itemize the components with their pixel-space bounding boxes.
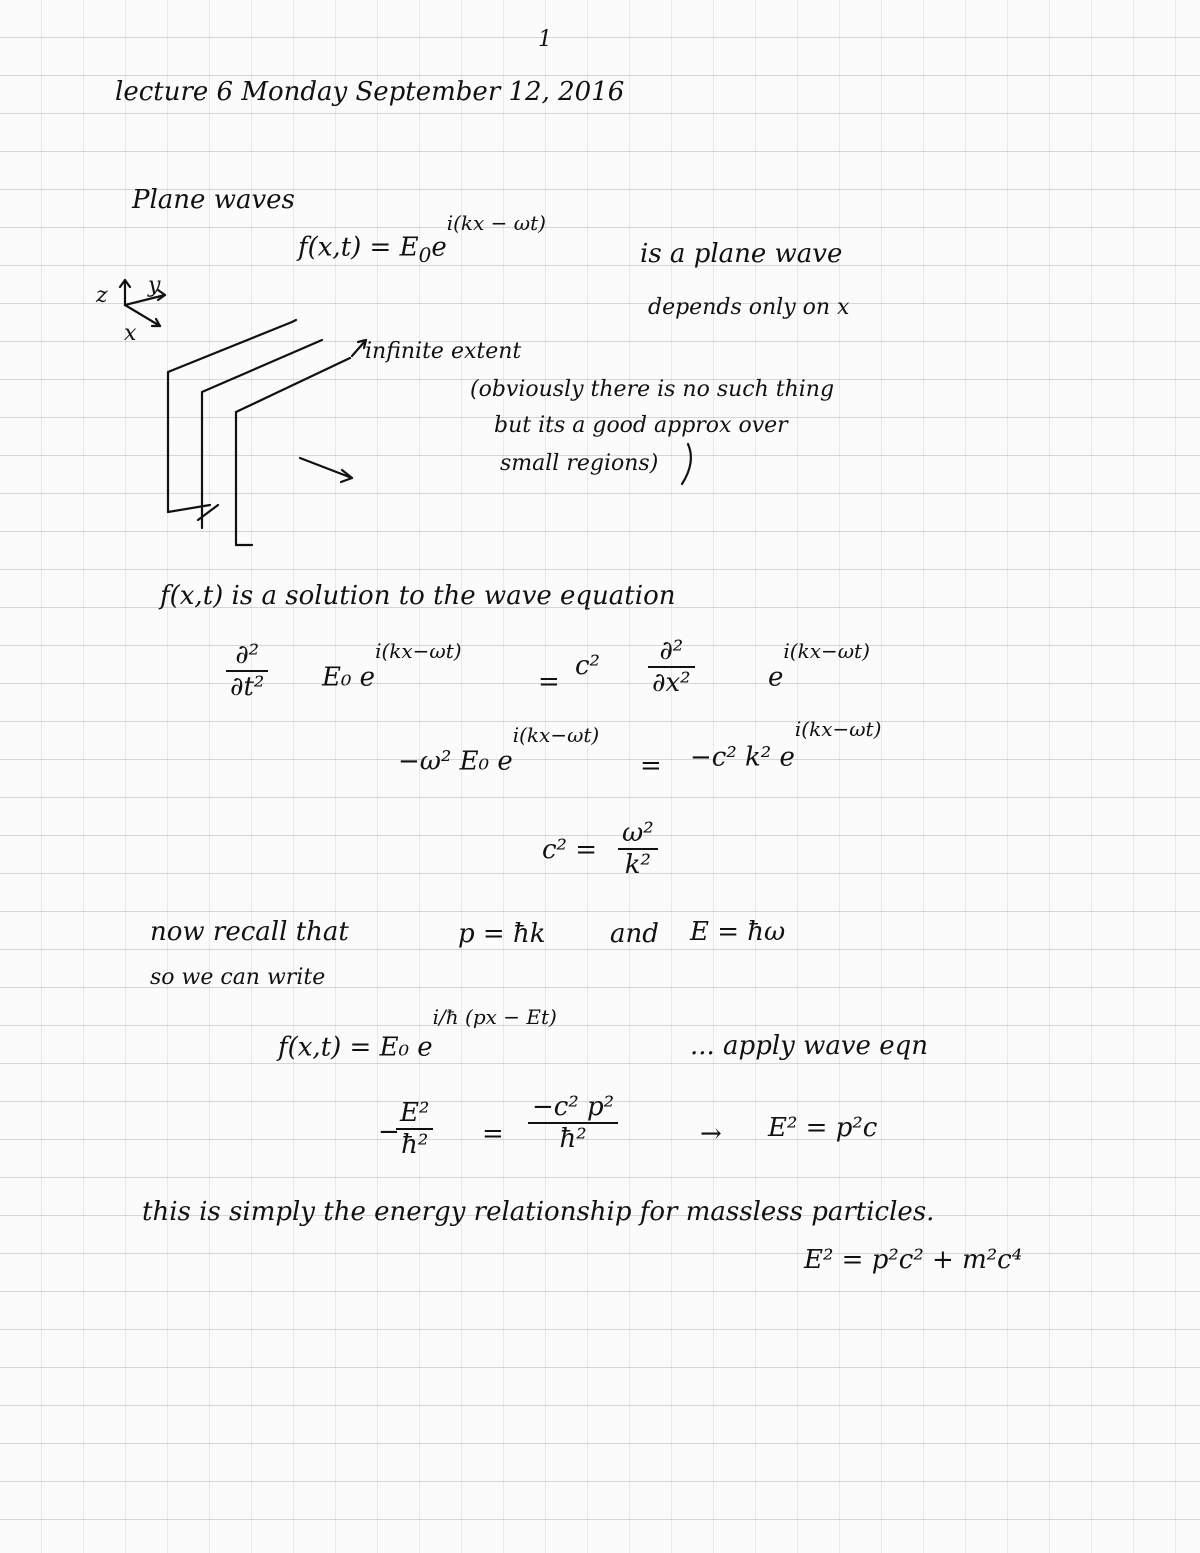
- eq7-energy-relation: E² = p²c² + m²c⁴: [804, 1245, 1023, 1275]
- recall-momentum: p = ħk: [458, 919, 546, 949]
- plane-wave-equation: $f(x,t) = E_0e^{i(kx - \omega t)}$: [298, 211, 546, 267]
- eq3-rhs: −c² k² $e^{i(kx-\omega t)}$: [690, 717, 882, 773]
- so-we-can-write: so we can write: [150, 965, 326, 990]
- note-paren-line-1: (obviously there is no such thing: [470, 377, 835, 402]
- eq6-arrow: →: [700, 1119, 722, 1149]
- eq6-minus: −: [378, 1117, 400, 1147]
- eq2-equals: =: [538, 667, 560, 697]
- eq6-result: E² = p²c: [768, 1113, 878, 1143]
- eq2-lhs-term: E₀ $e^{i(kx-\omega t)}$: [322, 639, 462, 693]
- lecture-header: lecture 6 Monday September 12, 2016: [115, 77, 625, 107]
- recall-and: and: [610, 919, 659, 949]
- axis-label-x: x: [124, 321, 137, 346]
- axis-label-z: z: [96, 283, 108, 308]
- eq2-rhs-exponential: $e^{i(kx-\omega t)}$: [768, 639, 870, 693]
- eq5-wavefunction: f(x,t) = E₀ $e^{i/ħ (px - Et)}$: [278, 1005, 557, 1063]
- eq5-apply-note: ... apply wave eqn: [690, 1031, 928, 1061]
- note-paren-line-2: but its a good approx over: [494, 413, 788, 438]
- note-plane-wave: is a plane wave: [640, 239, 843, 269]
- eq2-d2dt2: ∂² ∂t²: [226, 640, 268, 702]
- eq3-lhs: −ω² E₀ $e^{i(kx-\omega t)}$: [398, 723, 600, 777]
- note-depends-on-x: depends only on x: [648, 295, 850, 320]
- eq4-fraction: $\frac{\text{ω²}}{\text{k²}}$: [618, 818, 658, 880]
- eq2-c2: c²: [575, 651, 600, 681]
- eq2-d2dx2: ∂² ∂x²: [648, 636, 695, 698]
- eq6-fraction-2: $\frac{\text{−c² p²}}{\text{ħ²}}$: [528, 1092, 618, 1154]
- solution-intro: f(x,t) is a solution to the wave equation: [160, 581, 676, 611]
- axis-label-y: y: [148, 273, 161, 298]
- note-infinite-extent: infinite extent: [365, 339, 522, 364]
- eq6-fraction-1: $\frac{\text{E²}}{\text{ħ²}}$: [396, 1098, 433, 1160]
- conclusion: this is simply the energy relationship for massless particles.: [142, 1197, 935, 1227]
- eq3-equals: =: [640, 751, 662, 781]
- eq4-lhs: c² =: [542, 835, 598, 865]
- note-paren-line-3: small regions): [500, 451, 659, 476]
- page-number: 1: [538, 27, 552, 52]
- recall-text: now recall that: [150, 917, 349, 947]
- eq6-equals: =: [482, 1119, 504, 1149]
- recall-energy: E = ħω: [690, 917, 786, 947]
- section-title: Plane waves: [132, 185, 295, 215]
